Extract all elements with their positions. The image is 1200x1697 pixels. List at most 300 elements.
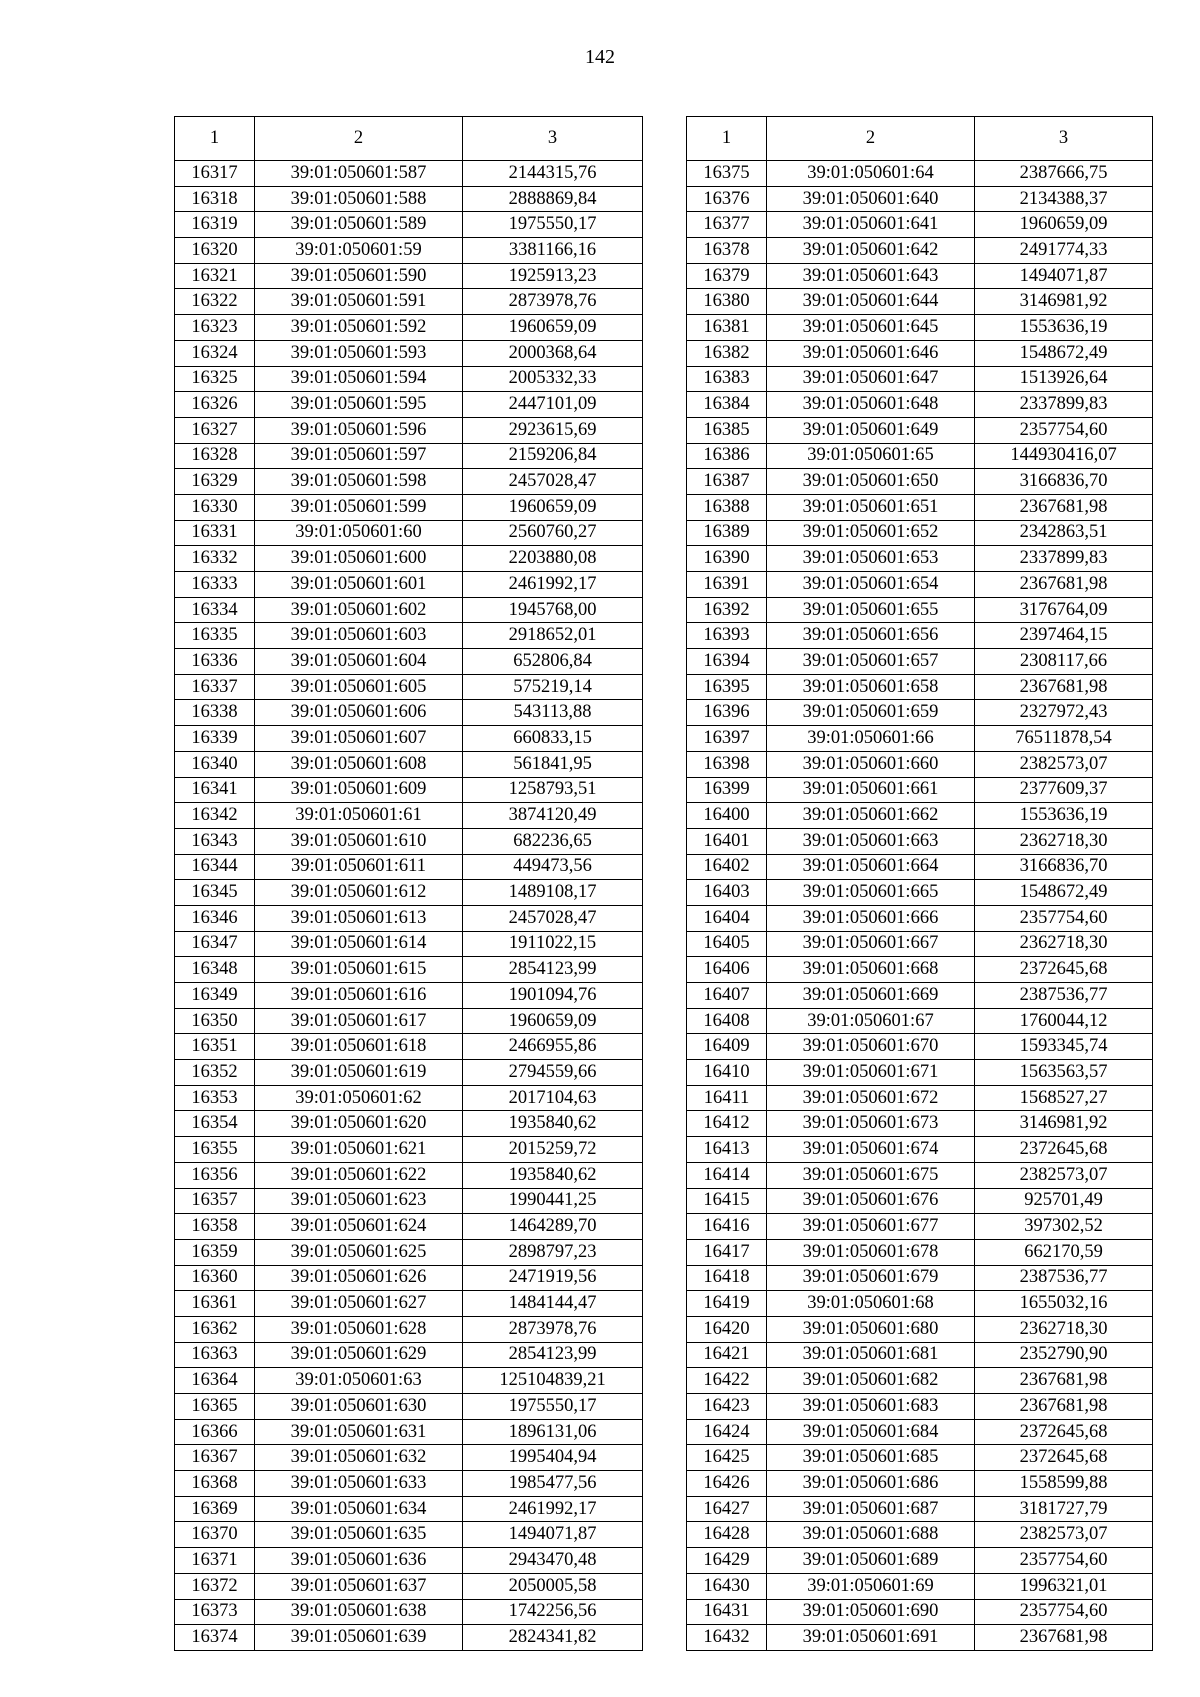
row-number-cell: 16366 [175, 1419, 255, 1445]
cadastral-id-cell: 39:01:050601:662 [767, 803, 975, 829]
cadastral-id-cell: 39:01:050601:622 [255, 1162, 463, 1188]
row-number-cell: 16418 [687, 1265, 767, 1291]
value-cell: 2327972,43 [975, 700, 1153, 726]
cadastral-id-cell: 39:01:050601:640 [767, 186, 975, 212]
row-number-cell: 16431 [687, 1599, 767, 1625]
row-number-cell: 16428 [687, 1522, 767, 1548]
row-number-cell: 16397 [687, 726, 767, 752]
cadastral-id-cell: 39:01:050601:597 [255, 443, 463, 469]
value-cell: 2134388,37 [975, 186, 1153, 212]
table-row [175, 1034, 643, 1060]
row-number-cell: 16321 [175, 263, 255, 289]
cadastral-id-cell: 39:01:050601:644 [767, 289, 975, 315]
row-number-cell: 16334 [175, 597, 255, 623]
table-row [687, 1060, 1153, 1086]
value-cell: 2918652,01 [463, 623, 643, 649]
table-row [175, 1573, 643, 1599]
row-number-cell: 16426 [687, 1471, 767, 1497]
value-cell: 2382573,07 [975, 1162, 1153, 1188]
cadastral-id-cell: 39:01:050601:615 [255, 957, 463, 983]
table-row [175, 1496, 643, 1522]
value-cell: 3166836,70 [975, 469, 1153, 495]
table-row [687, 1085, 1153, 1111]
value-cell: 2898797,23 [463, 1239, 643, 1265]
column-header-cadastral-id: 2 [767, 117, 975, 161]
value-cell: 1996321,01 [975, 1573, 1153, 1599]
value-cell: 2362718,30 [975, 931, 1153, 957]
value-cell: 1760044,12 [975, 1008, 1153, 1034]
value-cell: 2447101,09 [463, 392, 643, 418]
table-row [175, 1265, 643, 1291]
value-cell: 652806,84 [463, 649, 643, 675]
cadastral-id-cell: 39:01:050601:679 [767, 1265, 975, 1291]
value-cell: 2005332,33 [463, 366, 643, 392]
value-cell: 1494071,87 [975, 263, 1153, 289]
table-row [687, 1034, 1153, 1060]
cadastral-id-cell: 39:01:050601:683 [767, 1394, 975, 1420]
table-row [175, 726, 643, 752]
cadastral-id-cell: 39:01:050601:657 [767, 649, 975, 675]
row-number-cell: 16352 [175, 1060, 255, 1086]
value-cell: 2357754,60 [975, 417, 1153, 443]
row-number-cell: 16430 [687, 1573, 767, 1599]
table-row [687, 649, 1153, 675]
value-cell: 397302,52 [975, 1214, 1153, 1240]
cadastral-id-cell: 39:01:050601:677 [767, 1214, 975, 1240]
value-cell: 575219,14 [463, 674, 643, 700]
cadastral-id-cell: 39:01:050601:659 [767, 700, 975, 726]
row-number-cell: 16350 [175, 1008, 255, 1034]
cadastral-id-cell: 39:01:050601:602 [255, 597, 463, 623]
table-row [687, 597, 1153, 623]
value-cell: 2466955,86 [463, 1034, 643, 1060]
value-cell: 449473,56 [463, 854, 643, 880]
cadastral-id-cell: 39:01:050601:68 [767, 1291, 975, 1317]
value-cell: 2362718,30 [975, 828, 1153, 854]
cadastral-id-cell: 39:01:050601:626 [255, 1265, 463, 1291]
cadastral-id-cell: 39:01:050601:649 [767, 417, 975, 443]
value-cell: 2824341,82 [463, 1625, 643, 1651]
table-row [687, 1239, 1153, 1265]
cadastral-id-cell: 39:01:050601:630 [255, 1394, 463, 1420]
row-number-cell: 16386 [687, 443, 767, 469]
row-number-cell: 16354 [175, 1111, 255, 1137]
table-row [175, 1599, 643, 1625]
value-cell: 3166836,70 [975, 854, 1153, 880]
row-number-cell: 16410 [687, 1060, 767, 1086]
cadastral-id-cell: 39:01:050601:619 [255, 1060, 463, 1086]
value-cell: 1935840,62 [463, 1162, 643, 1188]
table-row [175, 700, 643, 726]
cadastral-id-cell: 39:01:050601:587 [255, 161, 463, 187]
row-number-cell: 16351 [175, 1034, 255, 1060]
cadastral-id-cell: 39:01:050601:596 [255, 417, 463, 443]
value-cell: 1593345,74 [975, 1034, 1153, 1060]
cadastral-table-left [174, 116, 643, 1651]
value-cell: 2854123,99 [463, 1342, 643, 1368]
table-row [687, 957, 1153, 983]
table-row [687, 1291, 1153, 1317]
cadastral-id-cell: 39:01:050601:638 [255, 1599, 463, 1625]
cadastral-id-cell: 39:01:050601:616 [255, 983, 463, 1009]
row-number-cell: 16361 [175, 1291, 255, 1317]
row-number-cell: 16421 [687, 1342, 767, 1368]
row-number-cell: 16411 [687, 1085, 767, 1111]
value-cell: 1548672,49 [975, 880, 1153, 906]
row-number-cell: 16373 [175, 1599, 255, 1625]
column-header-cadastral-id: 2 [255, 117, 463, 161]
table-row [687, 289, 1153, 315]
cadastral-table-right [686, 116, 1153, 1651]
cadastral-id-cell: 39:01:050601:665 [767, 880, 975, 906]
value-cell: 2382573,07 [975, 1522, 1153, 1548]
table-row [687, 1008, 1153, 1034]
value-cell: 1990441,25 [463, 1188, 643, 1214]
row-number-cell: 16338 [175, 700, 255, 726]
cadastral-id-cell: 39:01:050601:676 [767, 1188, 975, 1214]
value-cell: 2144315,76 [463, 161, 643, 187]
cadastral-id-cell: 39:01:050601:593 [255, 340, 463, 366]
table-row [687, 1548, 1153, 1574]
table-row [687, 238, 1153, 264]
table-row [175, 340, 643, 366]
value-cell: 2461992,17 [463, 1496, 643, 1522]
table-row [687, 803, 1153, 829]
cadastral-id-cell: 39:01:050601:628 [255, 1316, 463, 1342]
cadastral-id-cell: 39:01:050601:633 [255, 1471, 463, 1497]
table-row [687, 315, 1153, 341]
cadastral-id-cell: 39:01:050601:69 [767, 1573, 975, 1599]
value-cell: 1553636,19 [975, 803, 1153, 829]
table-row [175, 469, 643, 495]
value-cell: 2854123,99 [463, 957, 643, 983]
value-cell: 1489108,17 [463, 880, 643, 906]
row-number-cell: 16407 [687, 983, 767, 1009]
value-cell: 2367681,98 [975, 1625, 1153, 1651]
table-row [687, 1394, 1153, 1420]
row-number-cell: 16381 [687, 315, 767, 341]
value-cell: 1945768,00 [463, 597, 643, 623]
cadastral-id-cell: 39:01:050601:618 [255, 1034, 463, 1060]
cadastral-id-cell: 39:01:050601:625 [255, 1239, 463, 1265]
cadastral-id-cell: 39:01:050601:617 [255, 1008, 463, 1034]
table-row [175, 315, 643, 341]
table-row [175, 392, 643, 418]
value-cell: 1960659,09 [975, 212, 1153, 238]
value-cell: 1911022,15 [463, 931, 643, 957]
row-number-cell: 16382 [687, 340, 767, 366]
cadastral-id-cell: 39:01:050601:680 [767, 1316, 975, 1342]
cadastral-id-cell: 39:01:050601:63 [255, 1368, 463, 1394]
value-cell: 561841,95 [463, 751, 643, 777]
table-row [687, 263, 1153, 289]
cadastral-id-cell: 39:01:050601:629 [255, 1342, 463, 1368]
value-cell: 3181727,79 [975, 1496, 1153, 1522]
value-cell: 2387536,77 [975, 1265, 1153, 1291]
row-number-cell: 16349 [175, 983, 255, 1009]
value-cell: 2308117,66 [975, 649, 1153, 675]
row-number-cell: 16432 [687, 1625, 767, 1651]
value-cell: 2362718,30 [975, 1316, 1153, 1342]
value-cell: 2203880,08 [463, 546, 643, 572]
value-cell: 1568527,27 [975, 1085, 1153, 1111]
cadastral-id-cell: 39:01:050601:674 [767, 1137, 975, 1163]
table-row [175, 212, 643, 238]
row-number-cell: 16416 [687, 1214, 767, 1240]
value-cell: 1960659,09 [463, 494, 643, 520]
cadastral-id-cell: 39:01:050601:691 [767, 1625, 975, 1651]
row-number-cell: 16371 [175, 1548, 255, 1574]
cadastral-id-cell: 39:01:050601:609 [255, 777, 463, 803]
row-number-cell: 16324 [175, 340, 255, 366]
row-number-cell: 16387 [687, 469, 767, 495]
table-row [175, 1342, 643, 1368]
value-cell: 682236,65 [463, 828, 643, 854]
value-cell: 2873978,76 [463, 1316, 643, 1342]
cadastral-id-cell: 39:01:050601:656 [767, 623, 975, 649]
cadastral-id-cell: 39:01:050601:624 [255, 1214, 463, 1240]
value-cell: 3176764,09 [975, 597, 1153, 623]
table-row [687, 1111, 1153, 1137]
value-cell: 2357754,60 [975, 905, 1153, 931]
row-number-cell: 16327 [175, 417, 255, 443]
value-cell: 2367681,98 [975, 494, 1153, 520]
table-row [175, 1548, 643, 1574]
row-number-cell: 16404 [687, 905, 767, 931]
table-row [687, 905, 1153, 931]
cadastral-id-cell: 39:01:050601:643 [767, 263, 975, 289]
table-row [175, 880, 643, 906]
row-number-cell: 16380 [687, 289, 767, 315]
table-row [175, 1008, 643, 1034]
row-number-cell: 16358 [175, 1214, 255, 1240]
cadastral-id-cell: 39:01:050601:685 [767, 1445, 975, 1471]
row-number-cell: 16379 [687, 263, 767, 289]
row-number-cell: 16348 [175, 957, 255, 983]
row-number-cell: 16422 [687, 1368, 767, 1394]
cadastral-id-cell: 39:01:050601:652 [767, 520, 975, 546]
table-row [175, 417, 643, 443]
row-number-cell: 16377 [687, 212, 767, 238]
row-number-cell: 16335 [175, 623, 255, 649]
table-header-row [175, 117, 643, 161]
cadastral-id-cell: 39:01:050601:607 [255, 726, 463, 752]
cadastral-id-cell: 39:01:050601:655 [767, 597, 975, 623]
table-row [175, 546, 643, 572]
row-number-cell: 16356 [175, 1162, 255, 1188]
row-number-cell: 16389 [687, 520, 767, 546]
row-number-cell: 16363 [175, 1342, 255, 1368]
value-cell: 1513926,64 [975, 366, 1153, 392]
table-row [687, 572, 1153, 598]
value-cell: 662170,59 [975, 1239, 1153, 1265]
row-number-cell: 16322 [175, 289, 255, 315]
table-row [687, 1316, 1153, 1342]
cadastral-id-cell: 39:01:050601:588 [255, 186, 463, 212]
row-number-cell: 16344 [175, 854, 255, 880]
table-row [175, 649, 643, 675]
table-row [175, 1291, 643, 1317]
cadastral-id-cell: 39:01:050601:689 [767, 1548, 975, 1574]
table-row [687, 1625, 1153, 1651]
cadastral-id-cell: 39:01:050601:632 [255, 1445, 463, 1471]
cadastral-id-cell: 39:01:050601:64 [767, 161, 975, 187]
row-number-cell: 16345 [175, 880, 255, 906]
value-cell: 1494071,87 [463, 1522, 643, 1548]
table-body [687, 161, 1153, 1651]
row-number-cell: 16378 [687, 238, 767, 264]
row-number-cell: 16409 [687, 1034, 767, 1060]
value-cell: 1960659,09 [463, 315, 643, 341]
row-number-cell: 16412 [687, 1111, 767, 1137]
table-row [687, 726, 1153, 752]
cadastral-id-cell: 39:01:050601:684 [767, 1419, 975, 1445]
table-row [687, 1162, 1153, 1188]
cadastral-id-cell: 39:01:050601:592 [255, 315, 463, 341]
cadastral-id-cell: 39:01:050601:603 [255, 623, 463, 649]
row-number-cell: 16362 [175, 1316, 255, 1342]
table-row [175, 1188, 643, 1214]
row-number-cell: 16357 [175, 1188, 255, 1214]
value-cell: 2357754,60 [975, 1548, 1153, 1574]
value-cell: 2367681,98 [975, 1394, 1153, 1420]
cadastral-id-cell: 39:01:050601:682 [767, 1368, 975, 1394]
row-number-cell: 16333 [175, 572, 255, 598]
row-number-cell: 16332 [175, 546, 255, 572]
table-row [687, 880, 1153, 906]
value-cell: 3874120,49 [463, 803, 643, 829]
table-row [175, 983, 643, 1009]
cadastral-id-cell: 39:01:050601:636 [255, 1548, 463, 1574]
row-number-cell: 16368 [175, 1471, 255, 1497]
value-cell: 2382573,07 [975, 751, 1153, 777]
row-number-cell: 16343 [175, 828, 255, 854]
row-number-cell: 16399 [687, 777, 767, 803]
table-row [175, 1111, 643, 1137]
table-row [175, 1137, 643, 1163]
row-number-cell: 16420 [687, 1316, 767, 1342]
value-cell: 1975550,17 [463, 1394, 643, 1420]
cadastral-id-cell: 39:01:050601:666 [767, 905, 975, 931]
value-cell: 1960659,09 [463, 1008, 643, 1034]
value-cell: 2457028,47 [463, 469, 643, 495]
value-cell: 1935840,62 [463, 1111, 643, 1137]
cadastral-id-cell: 39:01:050601:687 [767, 1496, 975, 1522]
value-cell: 925701,49 [975, 1188, 1153, 1214]
table-row [687, 366, 1153, 392]
row-number-cell: 16424 [687, 1419, 767, 1445]
cadastral-id-cell: 39:01:050601:670 [767, 1034, 975, 1060]
value-cell: 1975550,17 [463, 212, 643, 238]
table-row [175, 777, 643, 803]
table-row [175, 905, 643, 931]
value-cell: 2372645,68 [975, 957, 1153, 983]
value-cell: 2794559,66 [463, 1060, 643, 1086]
value-cell: 76511878,54 [975, 726, 1153, 752]
cadastral-id-cell: 39:01:050601:598 [255, 469, 463, 495]
table-row [175, 828, 643, 854]
row-number-cell: 16320 [175, 238, 255, 264]
value-cell: 1258793,51 [463, 777, 643, 803]
value-cell: 2372645,68 [975, 1419, 1153, 1445]
table-row [687, 674, 1153, 700]
table-row [175, 751, 643, 777]
row-number-cell: 16370 [175, 1522, 255, 1548]
row-number-cell: 16395 [687, 674, 767, 700]
value-cell: 2397464,15 [975, 623, 1153, 649]
cadastral-id-cell: 39:01:050601:590 [255, 263, 463, 289]
cadastral-id-cell: 39:01:050601:675 [767, 1162, 975, 1188]
table-row [175, 263, 643, 289]
cadastral-id-cell: 39:01:050601:599 [255, 494, 463, 520]
value-cell: 2457028,47 [463, 905, 643, 931]
cadastral-id-cell: 39:01:050601:671 [767, 1060, 975, 1086]
row-number-cell: 16329 [175, 469, 255, 495]
value-cell: 2943470,48 [463, 1548, 643, 1574]
value-cell: 2159206,84 [463, 443, 643, 469]
cadastral-id-cell: 39:01:050601:67 [767, 1008, 975, 1034]
cadastral-id-cell: 39:01:050601:60 [255, 520, 463, 546]
row-number-cell: 16415 [687, 1188, 767, 1214]
value-cell: 2888869,84 [463, 186, 643, 212]
row-number-cell: 16405 [687, 931, 767, 957]
row-number-cell: 16423 [687, 1394, 767, 1420]
cadastral-id-cell: 39:01:050601:667 [767, 931, 975, 957]
value-cell: 1548672,49 [975, 340, 1153, 366]
value-cell: 2387536,77 [975, 983, 1153, 1009]
table-row [687, 1368, 1153, 1394]
cadastral-id-cell: 39:01:050601:62 [255, 1085, 463, 1111]
cadastral-id-cell: 39:01:050601:639 [255, 1625, 463, 1651]
row-number-cell: 16400 [687, 803, 767, 829]
table-row [687, 443, 1153, 469]
value-cell: 2372645,68 [975, 1445, 1153, 1471]
value-cell: 125104839,21 [463, 1368, 643, 1394]
row-number-cell: 16375 [687, 161, 767, 187]
cadastral-id-cell: 39:01:050601:612 [255, 880, 463, 906]
cadastral-id-cell: 39:01:050601:678 [767, 1239, 975, 1265]
cadastral-id-cell: 39:01:050601:681 [767, 1342, 975, 1368]
row-number-cell: 16419 [687, 1291, 767, 1317]
column-header-number: 1 [687, 117, 767, 161]
table-row [175, 494, 643, 520]
row-number-cell: 16325 [175, 366, 255, 392]
table-row [175, 366, 643, 392]
value-cell: 3146981,92 [975, 289, 1153, 315]
table-row [175, 186, 643, 212]
table-row [175, 1445, 643, 1471]
cadastral-id-cell: 39:01:050601:631 [255, 1419, 463, 1445]
cadastral-id-cell: 39:01:050601:646 [767, 340, 975, 366]
cadastral-id-cell: 39:01:050601:660 [767, 751, 975, 777]
value-cell: 1896131,06 [463, 1419, 643, 1445]
value-cell: 543113,88 [463, 700, 643, 726]
table-row [687, 1522, 1153, 1548]
row-number-cell: 16360 [175, 1265, 255, 1291]
table-row [175, 674, 643, 700]
row-number-cell: 16372 [175, 1573, 255, 1599]
table-row [687, 1573, 1153, 1599]
cadastral-id-cell: 39:01:050601:604 [255, 649, 463, 675]
table-row [687, 1137, 1153, 1163]
row-number-cell: 16427 [687, 1496, 767, 1522]
table-row [687, 1214, 1153, 1240]
value-cell: 2372645,68 [975, 1137, 1153, 1163]
cadastral-id-cell: 39:01:050601:658 [767, 674, 975, 700]
table-body [175, 161, 643, 1651]
table-row [175, 803, 643, 829]
row-number-cell: 16337 [175, 674, 255, 700]
